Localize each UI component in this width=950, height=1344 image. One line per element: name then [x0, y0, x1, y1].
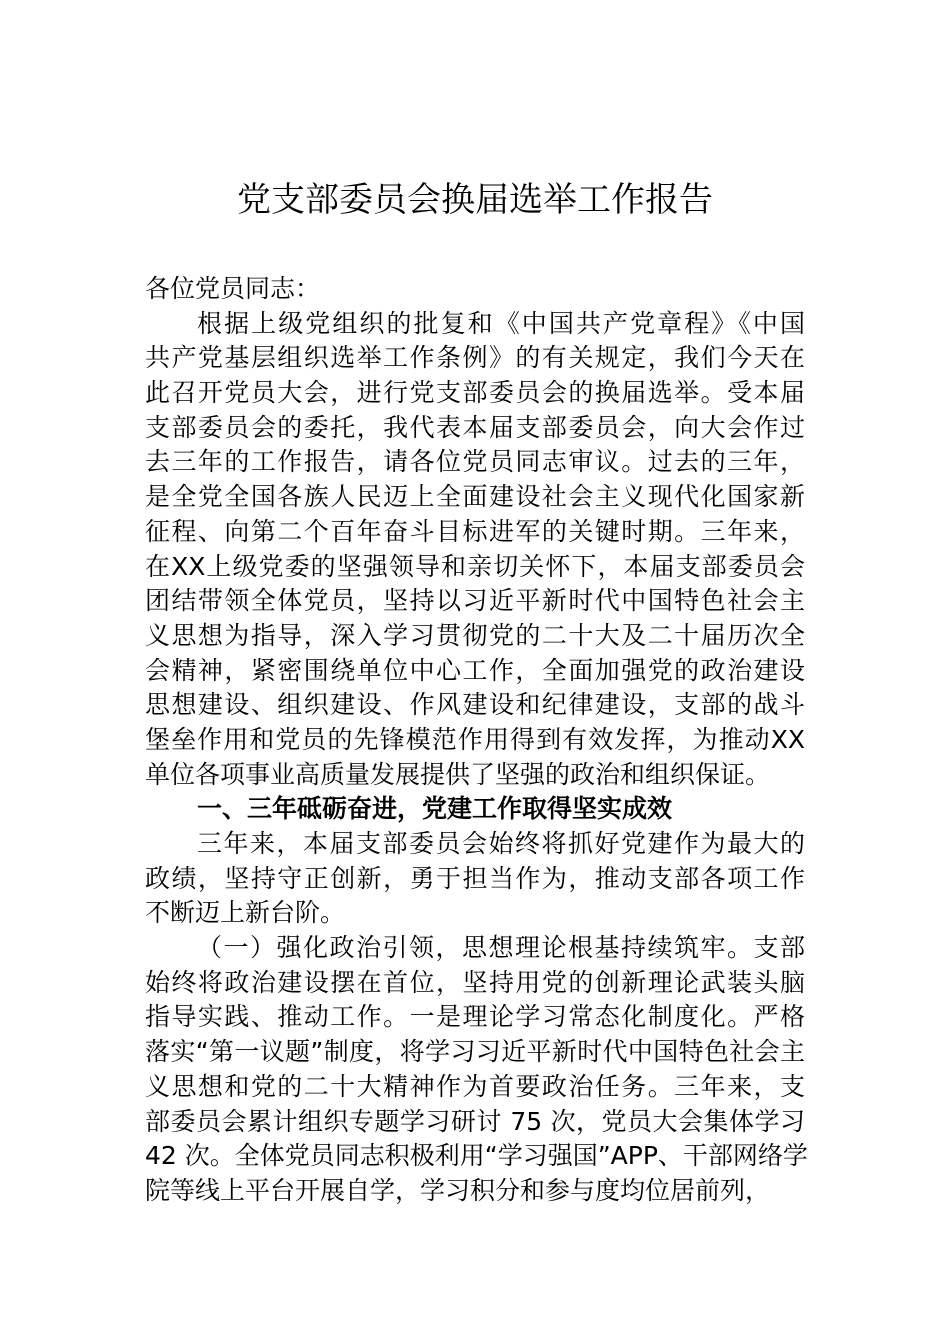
text-line: 是全党全国各族人民迈上全面建设社会主义现代化国家新 [145, 482, 805, 512]
text-line: 政绩，坚持守正创新，勇于担当作为，推动支部各项工作 [145, 863, 805, 893]
text-line: 42 次。全体党员同志积极利用“学习强国”APP、干部网络学 [145, 1141, 808, 1171]
text-line: 三年来，本届支部委员会始终将抓好党建作为最大的 [197, 829, 805, 858]
text-line: 堡垒作用和党员的先锋模范作用得到有效发挥，为推动XX [145, 724, 805, 754]
text-line: 支部委员会的委托，我代表本届支部委员会，向大会作过 [145, 412, 805, 442]
text-line: 单位各项事业高质量发展提供了坚强的政治和组织保证。 [145, 759, 771, 789]
text-line: 此召开党员大会，进行党支部委员会的换届选举。受本届 [145, 378, 805, 408]
text-line: 共产党基层组织选举工作条例》的有关规定，我们今天在 [145, 343, 805, 373]
text-line: 会精神，紧密围绕单位中心工作，全面加强党的政治建设 [145, 655, 805, 685]
paragraph [145, 827, 805, 931]
text-line: 思想建设、组织建设、作风建设和纪律建设，支部的战斗 [145, 690, 805, 720]
salutation: 各位党员同志： [145, 274, 321, 303]
text-line: 始终将政治建设摆在首位，坚持用党的创新理论武装头脑 [145, 967, 805, 997]
text-line: 义思想为指导，深入学习贯彻党的二十大及二十届历次全 [145, 620, 805, 650]
text-line: 一、三年砥砺奋进，党建工作取得坚实成效 [197, 794, 673, 824]
text-line: 义思想和党的二十大精神作为首要政治任务。三年来，支 [145, 1071, 805, 1101]
section-heading [145, 792, 805, 827]
text-line: 落实“第一议题”制度，将学习习近平新时代中国特色社会主 [145, 1037, 805, 1067]
paragraph [145, 931, 808, 1209]
document-title: 党支部委员会换届选举工作报告 [237, 180, 713, 220]
paragraph [145, 307, 805, 793]
text-line: 根据上级党组织的批复和《中国共产党章程》《中国 [197, 308, 805, 338]
text-line: 去三年的工作报告，请各位党员同志审议。过去的三年， [145, 447, 805, 477]
text-line: 部委员会累计组织专题学习研讨 75 次，党员大会集体学习 [145, 1106, 805, 1136]
text-line: （一）强化政治引领，思想理论根基持续筑牢。支部 [197, 933, 805, 963]
text-line: 征程、向第二个百年奋斗目标进军的关键时期。三年来， [145, 516, 805, 546]
text-line: 院等线上平台开展自学，学习积分和参与度均位居前列， [145, 1175, 771, 1205]
text-line: 团结带领全体党员，坚持以习近平新时代中国特色社会主 [145, 586, 805, 616]
text-line: 不断迈上新台阶。 [145, 898, 346, 928]
text-line: 指导实践、推动工作。一是理论学习常态化制度化。严格 [145, 1002, 805, 1032]
text-line: 在XX上级党委的坚强领导和亲切关怀下，本届支部委员会 [145, 551, 805, 581]
document-body [145, 272, 808, 1209]
